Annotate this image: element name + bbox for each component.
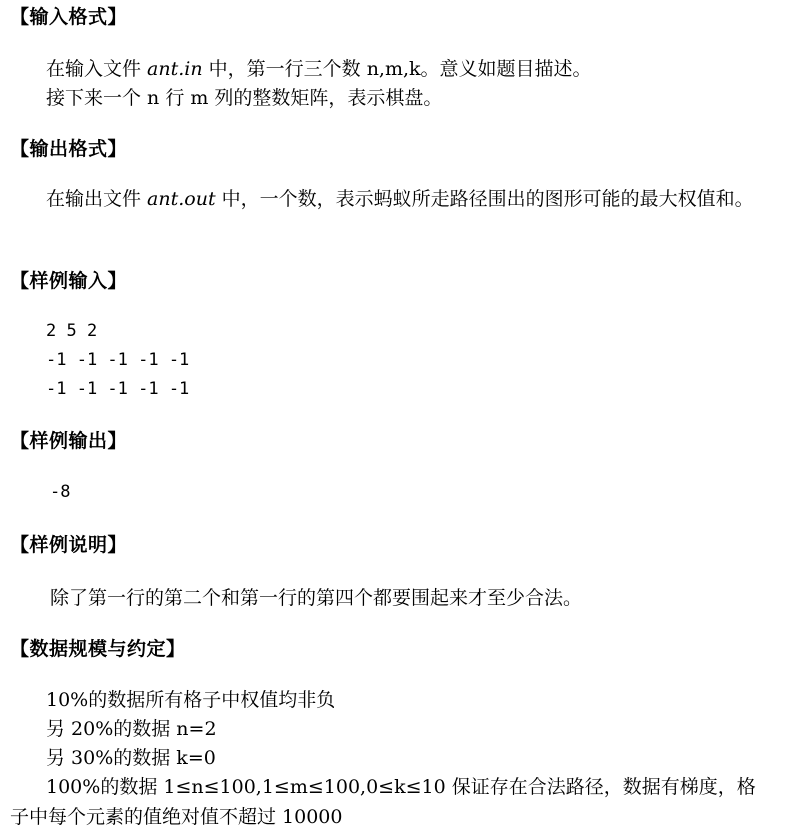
sample-explain-heading: 【样例说明】	[10, 534, 128, 556]
output-format-heading: 【输出格式】	[10, 138, 128, 160]
sample-input-line-2: -1 -1 -1 -1 -1	[46, 350, 190, 370]
sample-input-line-3: -1 -1 -1 -1 -1	[46, 379, 190, 399]
sample-input-line-1: 2 5 2	[46, 321, 98, 341]
sample-explain-text: 除了第一行的第二个和第一行的第四个都要围起来才至少合法。	[50, 587, 583, 609]
constraints-line-2: 另 20%的数据 n=2	[46, 718, 217, 740]
output-line-suffix: 中，一个数，表示蚂蚁所走路径围出的图形可能的最大权值和。	[215, 188, 754, 210]
output-format-paragraph	[10, 184, 765, 214]
constraints-line-1: 10%的数据所有格子中权值均非负	[46, 689, 336, 711]
sample-input-heading: 【样例输入】	[10, 270, 128, 292]
constraints-line-3: 另 30%的数据 k=0	[46, 747, 216, 769]
input-format-line-2: 接下来一个 n 行 m 列的整数矩阵，表示棋盘。	[46, 87, 443, 109]
input-line-1-suffix: 中，第一行三个数 n,m,k。意义如题目描述。	[202, 58, 592, 80]
sample-output-heading: 【样例输出】	[10, 430, 128, 452]
input-line-1-prefix: 在输入文件	[46, 58, 148, 80]
constraints-line-4: 100%的数据 1≤n≤100,1≤m≤100,0≤k≤10 保证存在合法路径，数据有梯度，格子中每个元素的值绝对值不超过 10000	[10, 776, 756, 828]
input-format-heading: 【输入格式】	[10, 6, 128, 28]
output-line-prefix: 在输出文件	[46, 188, 148, 210]
input-file-name: ant.in	[147, 58, 203, 80]
sample-output-value: -8	[50, 482, 71, 502]
constraints-heading: 【数据规模与约定】	[10, 638, 186, 660]
output-file-name: ant.out	[147, 188, 216, 210]
input-format-line-1	[46, 58, 592, 80]
